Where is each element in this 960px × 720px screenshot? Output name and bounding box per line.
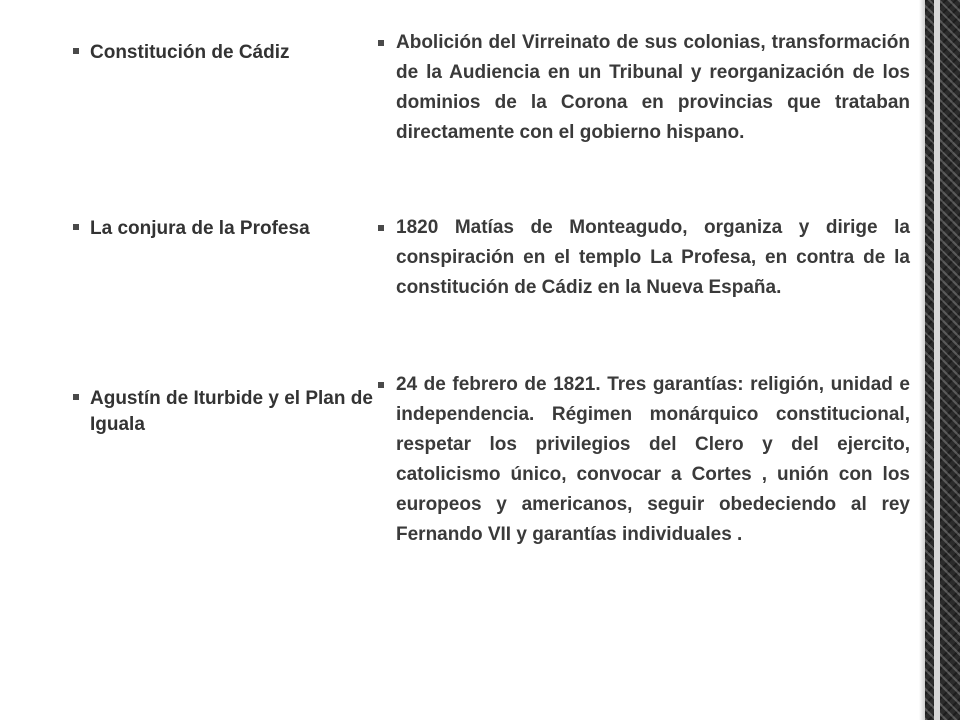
right-item-abolicion: Abolición del Virreinato de sus colonias, transformación de la Audiencia en un Tribunal y reorganización de los dominios de la Corona en provincias que trataban directamente con el gobierno hispano. [396,32,910,143]
square-bullet-icon [73,48,79,54]
decorative-edge-pattern [925,0,960,720]
edge-divider-line [934,0,940,720]
square-bullet-icon [378,225,384,231]
left-item-conjura: La conjura de la Profesa [90,218,310,239]
square-bullet-icon [73,394,79,400]
left-item-iturbide: Agustín de Iturbide y el Plan de Iguala [90,388,373,435]
left-item-constitucion: Constitución de Cádiz [90,42,290,63]
square-bullet-icon [73,224,79,230]
square-bullet-icon [378,382,384,388]
right-item-plan-iguala: 24 de febrero de 1821. Tres garantías: religión, unidad e independencia. Régimen monárquico constitucional, respetar los privilegios del Clero y del ejercito, catolicismo único, convocar a Cortes , unión con los europeos y americanos, seguir obedeciendo al rey Fernando VII y garantías individuales . [396,374,910,545]
square-bullet-icon [378,40,384,46]
right-item-monteagudo: 1820 Matías de Monteagudo, organiza y dirige la conspiración en el templo La Profesa, en contra de la constitución de Cádiz en la Nueva España. [396,217,910,298]
